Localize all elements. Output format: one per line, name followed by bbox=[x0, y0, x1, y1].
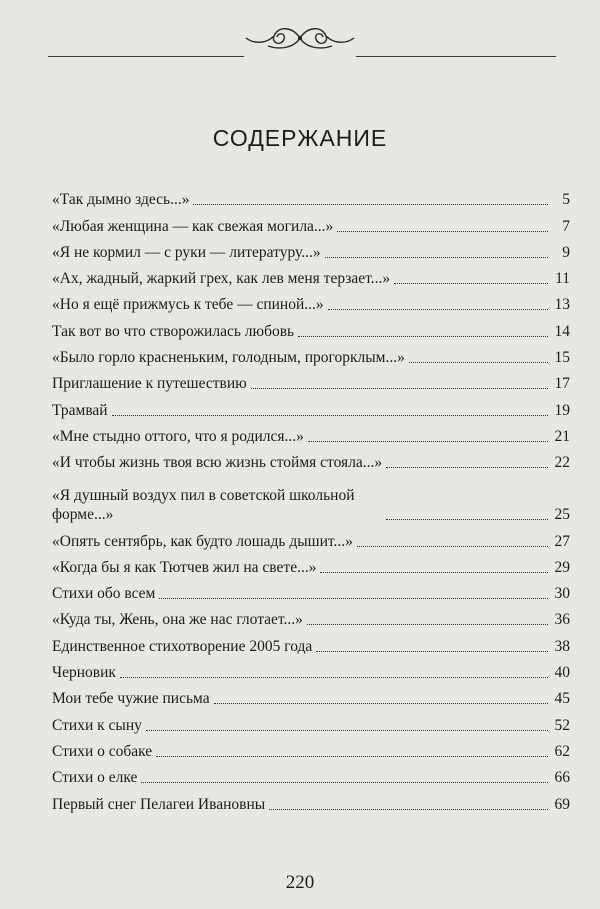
toc-entry-page: 17 bbox=[554, 375, 570, 393]
toc-entry-title: Стихи обо всем bbox=[52, 585, 156, 603]
dot-leader bbox=[316, 651, 548, 652]
toc-entry-title: «Опять сентябрь, как будто лошадь дышит...» bbox=[52, 532, 353, 550]
toc-entry-title: Стихи о собаке bbox=[52, 742, 153, 760]
toc-entry-page: 21 bbox=[554, 427, 570, 445]
toc-entry-title: Трамвай bbox=[52, 401, 108, 419]
toc-entry bbox=[52, 761, 570, 787]
dot-leader bbox=[146, 730, 548, 731]
toc-entry-title: «Но я ещё прижмусь к тебе — спиной...» bbox=[52, 296, 324, 314]
toc-entry-page: 66 bbox=[554, 769, 570, 787]
toc-entry-page: 11 bbox=[555, 270, 570, 288]
page-number: 220 bbox=[285, 872, 315, 893]
toc-entry-page: 45 bbox=[554, 690, 570, 708]
toc-entry bbox=[52, 341, 570, 367]
toc-entry bbox=[52, 551, 570, 577]
dot-leader bbox=[325, 257, 548, 258]
toc-entry-title: «И чтобы жизнь твоя всю жизнь стоймя стояла...» bbox=[52, 454, 383, 472]
toc-entry bbox=[52, 262, 570, 288]
dot-leader bbox=[112, 415, 548, 416]
toc-entry-page: 13 bbox=[554, 296, 570, 314]
toc-entry bbox=[52, 787, 570, 813]
toc-entry bbox=[52, 314, 570, 340]
dot-leader bbox=[409, 362, 548, 363]
toc-entry-title: Приглашение к путешествию bbox=[52, 375, 247, 393]
dot-leader bbox=[357, 546, 548, 547]
dot-leader bbox=[308, 441, 548, 442]
dot-leader bbox=[156, 756, 548, 757]
toc-entry-page: 62 bbox=[554, 742, 570, 760]
dot-leader bbox=[269, 809, 548, 810]
toc-entry-page: 29 bbox=[554, 558, 570, 576]
toc-entry bbox=[52, 735, 570, 761]
dot-leader bbox=[120, 677, 548, 678]
toc-entry bbox=[52, 472, 570, 524]
toc-entry-title: Стихи о елке bbox=[52, 769, 138, 787]
toc-entry-page: 5 bbox=[562, 191, 570, 209]
toc-entry-title: Стихи к сыну bbox=[52, 716, 142, 734]
dot-leader bbox=[159, 598, 548, 599]
toc-entry bbox=[52, 420, 570, 446]
toc-entry-title: «Я не кормил — с руки — литературу...» bbox=[52, 243, 321, 261]
toc-entry-page: 22 bbox=[554, 454, 570, 472]
dot-leader bbox=[307, 624, 548, 625]
dot-leader bbox=[193, 204, 548, 205]
toc-entry-title: «Я душный воздух пил в советской школьной форме...» bbox=[52, 487, 355, 524]
toc-entry-page: 36 bbox=[554, 611, 570, 629]
toc-entry bbox=[52, 393, 570, 419]
toc-entry-title: Первый снег Пелагеи Ивановны bbox=[52, 795, 266, 813]
toc-entry-title: «Так дымно здесь...» bbox=[52, 191, 190, 209]
toc-entry-title: «Когда бы я как Тютчев жил на свете...» bbox=[52, 558, 317, 576]
dot-leader bbox=[141, 782, 548, 783]
toc-entry-page: 40 bbox=[554, 664, 570, 682]
toc-entry bbox=[52, 656, 570, 682]
toc-entry bbox=[52, 577, 570, 603]
toc-entry-page: 30 bbox=[554, 585, 570, 603]
toc-entry-page: 25 bbox=[554, 506, 570, 524]
toc-entry bbox=[52, 603, 570, 629]
toc-entry-title: «Ах, жадный, жаркий грех, как лев меня терзает...» bbox=[52, 270, 391, 288]
toc-entry bbox=[52, 524, 570, 550]
toc-entry bbox=[52, 629, 570, 655]
scroll-flourish-icon bbox=[240, 18, 360, 58]
toc-entry bbox=[52, 367, 570, 393]
toc-entry bbox=[52, 236, 570, 262]
toc-entry-page: 19 bbox=[554, 401, 570, 419]
toc-entry-page: 27 bbox=[554, 532, 570, 550]
toc-entry-title: Единственное стихотворение 2005 года bbox=[52, 637, 313, 655]
dot-leader bbox=[298, 336, 548, 337]
toc-entry-page: 14 bbox=[554, 322, 570, 340]
toc-entry-page: 38 bbox=[554, 637, 570, 655]
header-rule-left bbox=[48, 56, 244, 57]
dot-leader bbox=[394, 283, 548, 284]
toc-entry bbox=[52, 682, 570, 708]
dot-leader bbox=[320, 572, 548, 573]
toc-entry-title: «Любая женщина — как свежая могила...» bbox=[52, 217, 334, 235]
toc-entry bbox=[52, 288, 570, 314]
dot-leader bbox=[328, 309, 548, 310]
table-of-contents bbox=[52, 183, 570, 814]
toc-entry bbox=[52, 708, 570, 734]
page-title: СОДЕРЖАНИЕ bbox=[212, 125, 388, 151]
toc-entry bbox=[52, 446, 570, 472]
toc-entry-page: 69 bbox=[554, 795, 570, 813]
toc-entry-page: 15 bbox=[554, 349, 570, 367]
dot-leader bbox=[214, 703, 548, 704]
toc-entry-title: «Куда ты, Жень, она же нас глотает...» bbox=[52, 611, 303, 629]
dot-leader bbox=[337, 231, 548, 232]
toc-entry bbox=[52, 183, 570, 209]
header-rule-right bbox=[356, 56, 556, 57]
toc-entry-title: Черновик bbox=[52, 664, 116, 682]
toc-entry-title: Так вот во что створожилась любовь bbox=[52, 322, 295, 340]
toc-entry-page: 9 bbox=[562, 243, 570, 261]
toc-entry-title: «Было горло красненьким, голодным, прогорклым...» bbox=[52, 349, 405, 367]
toc-entry-page: 7 bbox=[562, 217, 570, 235]
dot-leader bbox=[386, 519, 548, 520]
dot-leader bbox=[251, 388, 548, 389]
toc-entry-title: Мои тебе чужие письма bbox=[52, 690, 210, 708]
toc-entry bbox=[52, 209, 570, 235]
toc-entry-title: «Мне стыдно оттого, что я родился...» bbox=[52, 427, 304, 445]
toc-entry-page: 52 bbox=[554, 716, 570, 734]
dot-leader bbox=[386, 467, 548, 468]
